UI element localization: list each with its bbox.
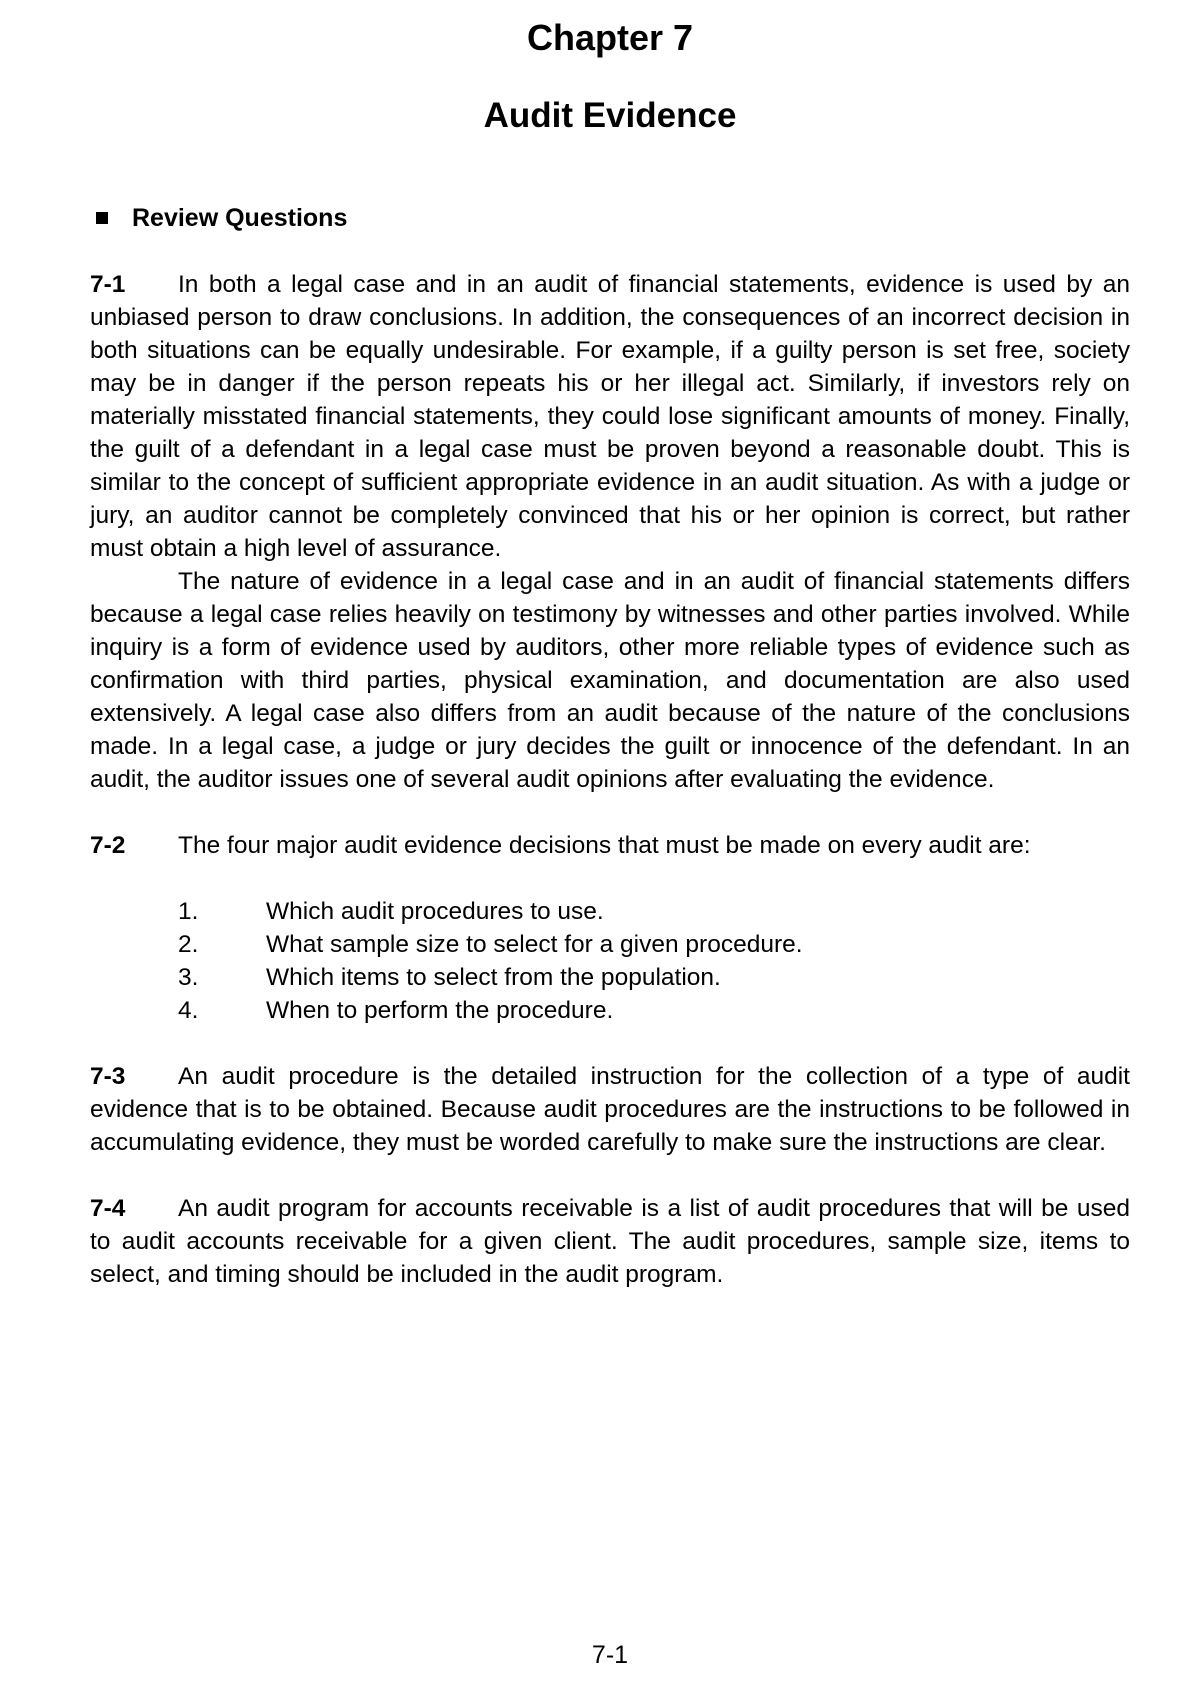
question-number: 7-3	[90, 1063, 126, 1090]
answer-7-1-para-1	[90, 268, 1130, 565]
answer-7-2-intro	[90, 829, 1130, 862]
list-item-text: Which audit procedures to use.	[266, 898, 604, 925]
document-page	[90, 0, 1130, 1698]
chapter-title: Audit Evidence	[483, 96, 737, 135]
list-item-number: 3.	[178, 964, 199, 991]
list-item	[90, 895, 1130, 928]
question-number: 7-4	[90, 1195, 126, 1222]
section-heading-text: Review Questions	[132, 204, 348, 232]
answer-7-4	[90, 1192, 1130, 1291]
list-item-text: What sample size to select for a given procedure.	[266, 931, 803, 958]
document-body	[90, 268, 1130, 1291]
list-item-number: 2.	[178, 931, 199, 958]
answer-text: An audit program for accounts receivable is a list of audit procedures that will be used to audit accounts receivable for a given client. The audit procedures, sample size, items to select, and timing should be included in the audit program.	[90, 1195, 1130, 1288]
list-item	[90, 994, 1130, 1027]
answer-text: In both a legal case and in an audit of financial statements, evidence is used by an unbiased person to draw conclusions. In addition, the consequences of an incorrect decision in both situations can be equally undesirable. For example, if a guilty person is set free, society may be in danger if the person repeats his or her illegal act. Similarly, if investors rely on materially misstated financial statements, they could lose significant amounts of money. Finally, the guilt of a defendant in a legal case must be proven beyond a reasonable doubt. This is similar to the concept of sufficient appropriate evidence in an audit situation. As with a judge or jury, an auditor cannot be completely convinced that his or her opinion is correct, but rather must obtain a high level of assurance.	[90, 271, 1130, 562]
list-item	[90, 961, 1130, 994]
question-number: 7-1	[90, 271, 126, 298]
list-item-text: Which items to select from the population.	[266, 964, 721, 991]
answer-7-3	[90, 1060, 1130, 1159]
question-number: 7-2	[90, 832, 126, 859]
section-heading	[94, 202, 347, 234]
answer-text: The four major audit evidence decisions that must be made on every audit are:	[178, 832, 1031, 859]
square-bullet-icon	[96, 212, 108, 224]
decision-list	[90, 895, 1130, 1027]
list-item-number: 1.	[178, 898, 199, 925]
list-item-text: When to perform the procedure.	[266, 997, 614, 1024]
answer-7-1-para-2: The nature of evidence in a legal case and in an audit of financial statements differs because a legal case relies heavily on testimony by witnesses and other parties involved. While inquiry is a form of evidence used by auditors, other more reliable types of evidence such as confirmation with third parties, physical examination, and documentation are also used extensively. A legal case also differs from an audit because of the nature of the conclusions made. In a legal case, a judge or jury decides the guilt or innocence of the defendant. In an audit, the auditor issues one of several audit opinions after evaluating the evidence.	[90, 568, 1130, 793]
list-item	[90, 928, 1130, 961]
page-number: 7-1	[591, 1641, 629, 1669]
answer-text: An audit procedure is the detailed instruction for the collection of a type of audit evidence that is to be obtained. Because audit procedures are the instructions to be followed in accumulating evidence, they must be worded carefully to make sure the instructions are clear.	[90, 1063, 1130, 1156]
chapter-number: Chapter 7	[526, 17, 694, 58]
list-item-number: 4.	[178, 997, 199, 1024]
